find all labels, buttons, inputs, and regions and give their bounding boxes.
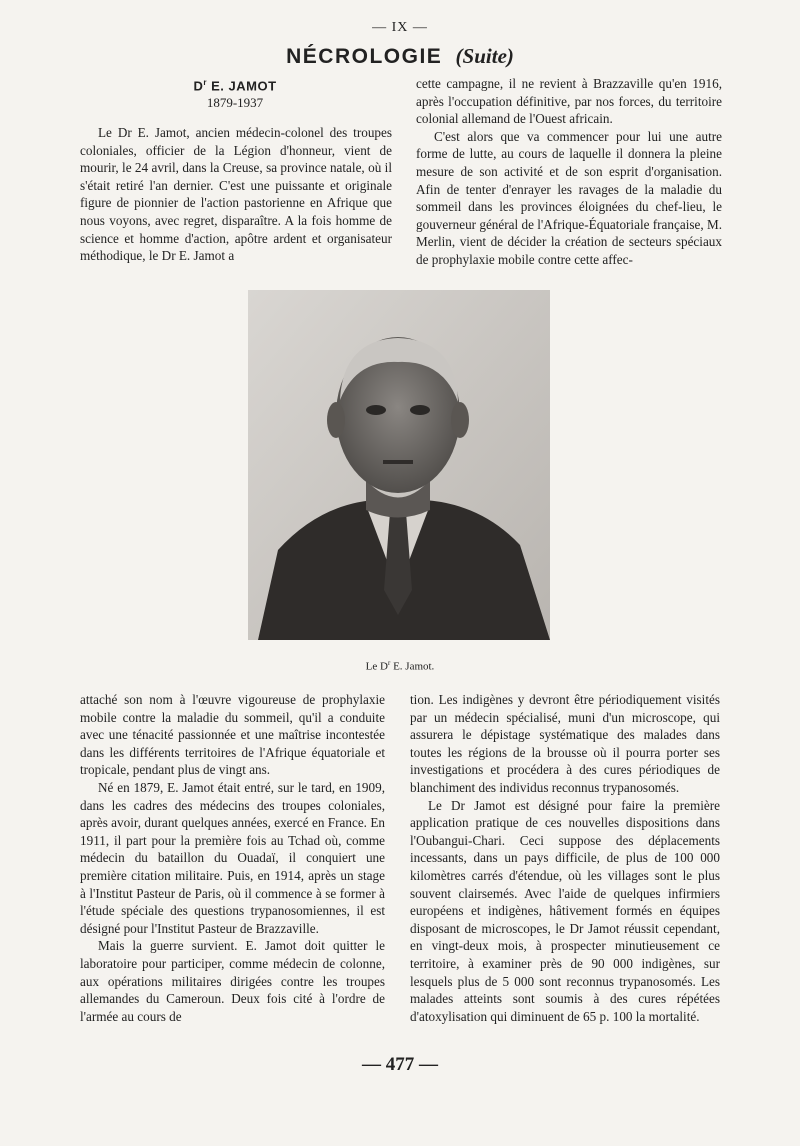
paragraph: Le Dr E. Jamot, ancien médecin-colonel des troupes coloniales, officier de la Légion d'honneur, vient de mourir, le 24 avril, dans la Creuse, sa province natale, où il s'était retiré l'an dernier. C'est une puissante et originale figure de pionnier de l'action pastorienne en Afrique que nous voyons, avec regret, disparaître. A la fois homme de science et homme d'action, apôtre ardent et organisateur méthodique, le Dr E. Jamot a [80, 125, 392, 264]
paragraph: attaché son nom à l'œuvre vigoureuse de prophylaxie mobile contre la maladie du sommeil, qu'il a conduite avec une ténacité passionnée et une maîtrise incontestée dans les différents territoires de l'Afrique équatoriale et tropicale, pendant plus de vingt ans. [80, 692, 385, 778]
section-title-main: NÉCROLOGIE [286, 45, 443, 68]
obituary-heading [80, 78, 390, 93]
obituary-prefix-sup: r [203, 78, 207, 87]
obituary-prefix: D [193, 78, 204, 94]
caption-sup: r [387, 659, 391, 667]
column-bottom-left [80, 691, 385, 1025]
page-number: — 477 — [362, 1054, 438, 1075]
portrait-photo [248, 290, 550, 640]
roman-page-number: — IX — [372, 20, 428, 35]
column-top-right [416, 75, 722, 269]
column-bottom-right [410, 691, 720, 1025]
obituary-name: E. JAMOT [207, 78, 277, 94]
paragraph: Mais la guerre survient. E. Jamot doit quitter le laboratoire pour participer, comme médecin de colonne, aux opérations militaires dirigées contre les troupes allemandes du Cameroun. Deux fois cité à l'ordre de l'armée au cours de [80, 938, 385, 1024]
paragraph: C'est alors que va commencer pour lui une autre forme de lutte, au cours de laquelle il donnera la pleine mesure de son activité et de son esprit d'organisation. Afin de tenter d'enrayer les ravages de la maladie du sommeil dans les provinces éloignées du chef-lieu, le gouverneur général de l'Afrique-Équatoriale française, M. Merlin, vient de décider la création de secteurs spéciaux de prophylaxie mobile contre cette affec- [416, 128, 722, 267]
section-title [0, 44, 800, 69]
obituary-dates: 1879-1937 [206, 95, 264, 110]
photo-caption [0, 659, 800, 673]
paragraph: Le Dr Jamot est désigné pour faire la première application pratique de ces nouvelles dispositions dans l'Oubangui-Chari. Ceci suppose des déplacements incessants, dans un pays difficile, de plus de 100 000 kilomètres carrés d'étendue, où les villages sont le plus souvent clairsemés. Avec l'aide de quelques infirmiers européens et indigènes, hâtivement formés en équipes disposant de microscopes, le Dr Jamot réussit cependant, en vingt-deux mois, à prospecter minutieusement ce territoire, à examiner près de 90 000 indigènes, sur lesquels plus de 5 000 sont reconnus trypanosomés. Les malades atteints sont soumis à des cures répétées d'atoxylisation qui diminuent de 65 p. 100 la mortalité. [410, 797, 720, 1024]
paragraph: Né en 1879, E. Jamot était entré, sur le tard, en 1909, dans les cadres des médecins des troupes coloniales, après avoir, durant quelques années, exercé en France. En 1911, il part pour la première fois au Tchad où, comme médecin du bataillon du Ouadaï, il conquiert une première citation militaire. Puis, en 1914, après un stage à l'Institut Pasteur de Paris, où il commence à se former à l'étude spéciale des questions trypanosomiennes, il est désigné pour l'Institut Pasteur de Brazzaville. [80, 779, 385, 936]
paragraph: tion. Les indigènes y devront être périodiquement visités par un médecin spécialisé, muni d'un microscope, qui assurera le dépistage systématique des malades dans toutes les régions de la brousse où il pourra porter ses investigations et procédera à des cures périodiques de blanchiment des individus reconnus trypanosomés. [410, 692, 720, 795]
column-top-left [80, 124, 392, 265]
portrait-image [248, 290, 550, 640]
section-title-suite: (Suite) [455, 44, 514, 68]
caption-rest: E. Jamot. [390, 660, 435, 673]
paragraph: cette campagne, il ne revient à Brazzaville qu'en 1916, après l'occupation définitive, par nos forces, du territoire colonial allemand de l'Ouest africain. [416, 76, 722, 127]
caption-prefix: Le D [365, 660, 388, 673]
